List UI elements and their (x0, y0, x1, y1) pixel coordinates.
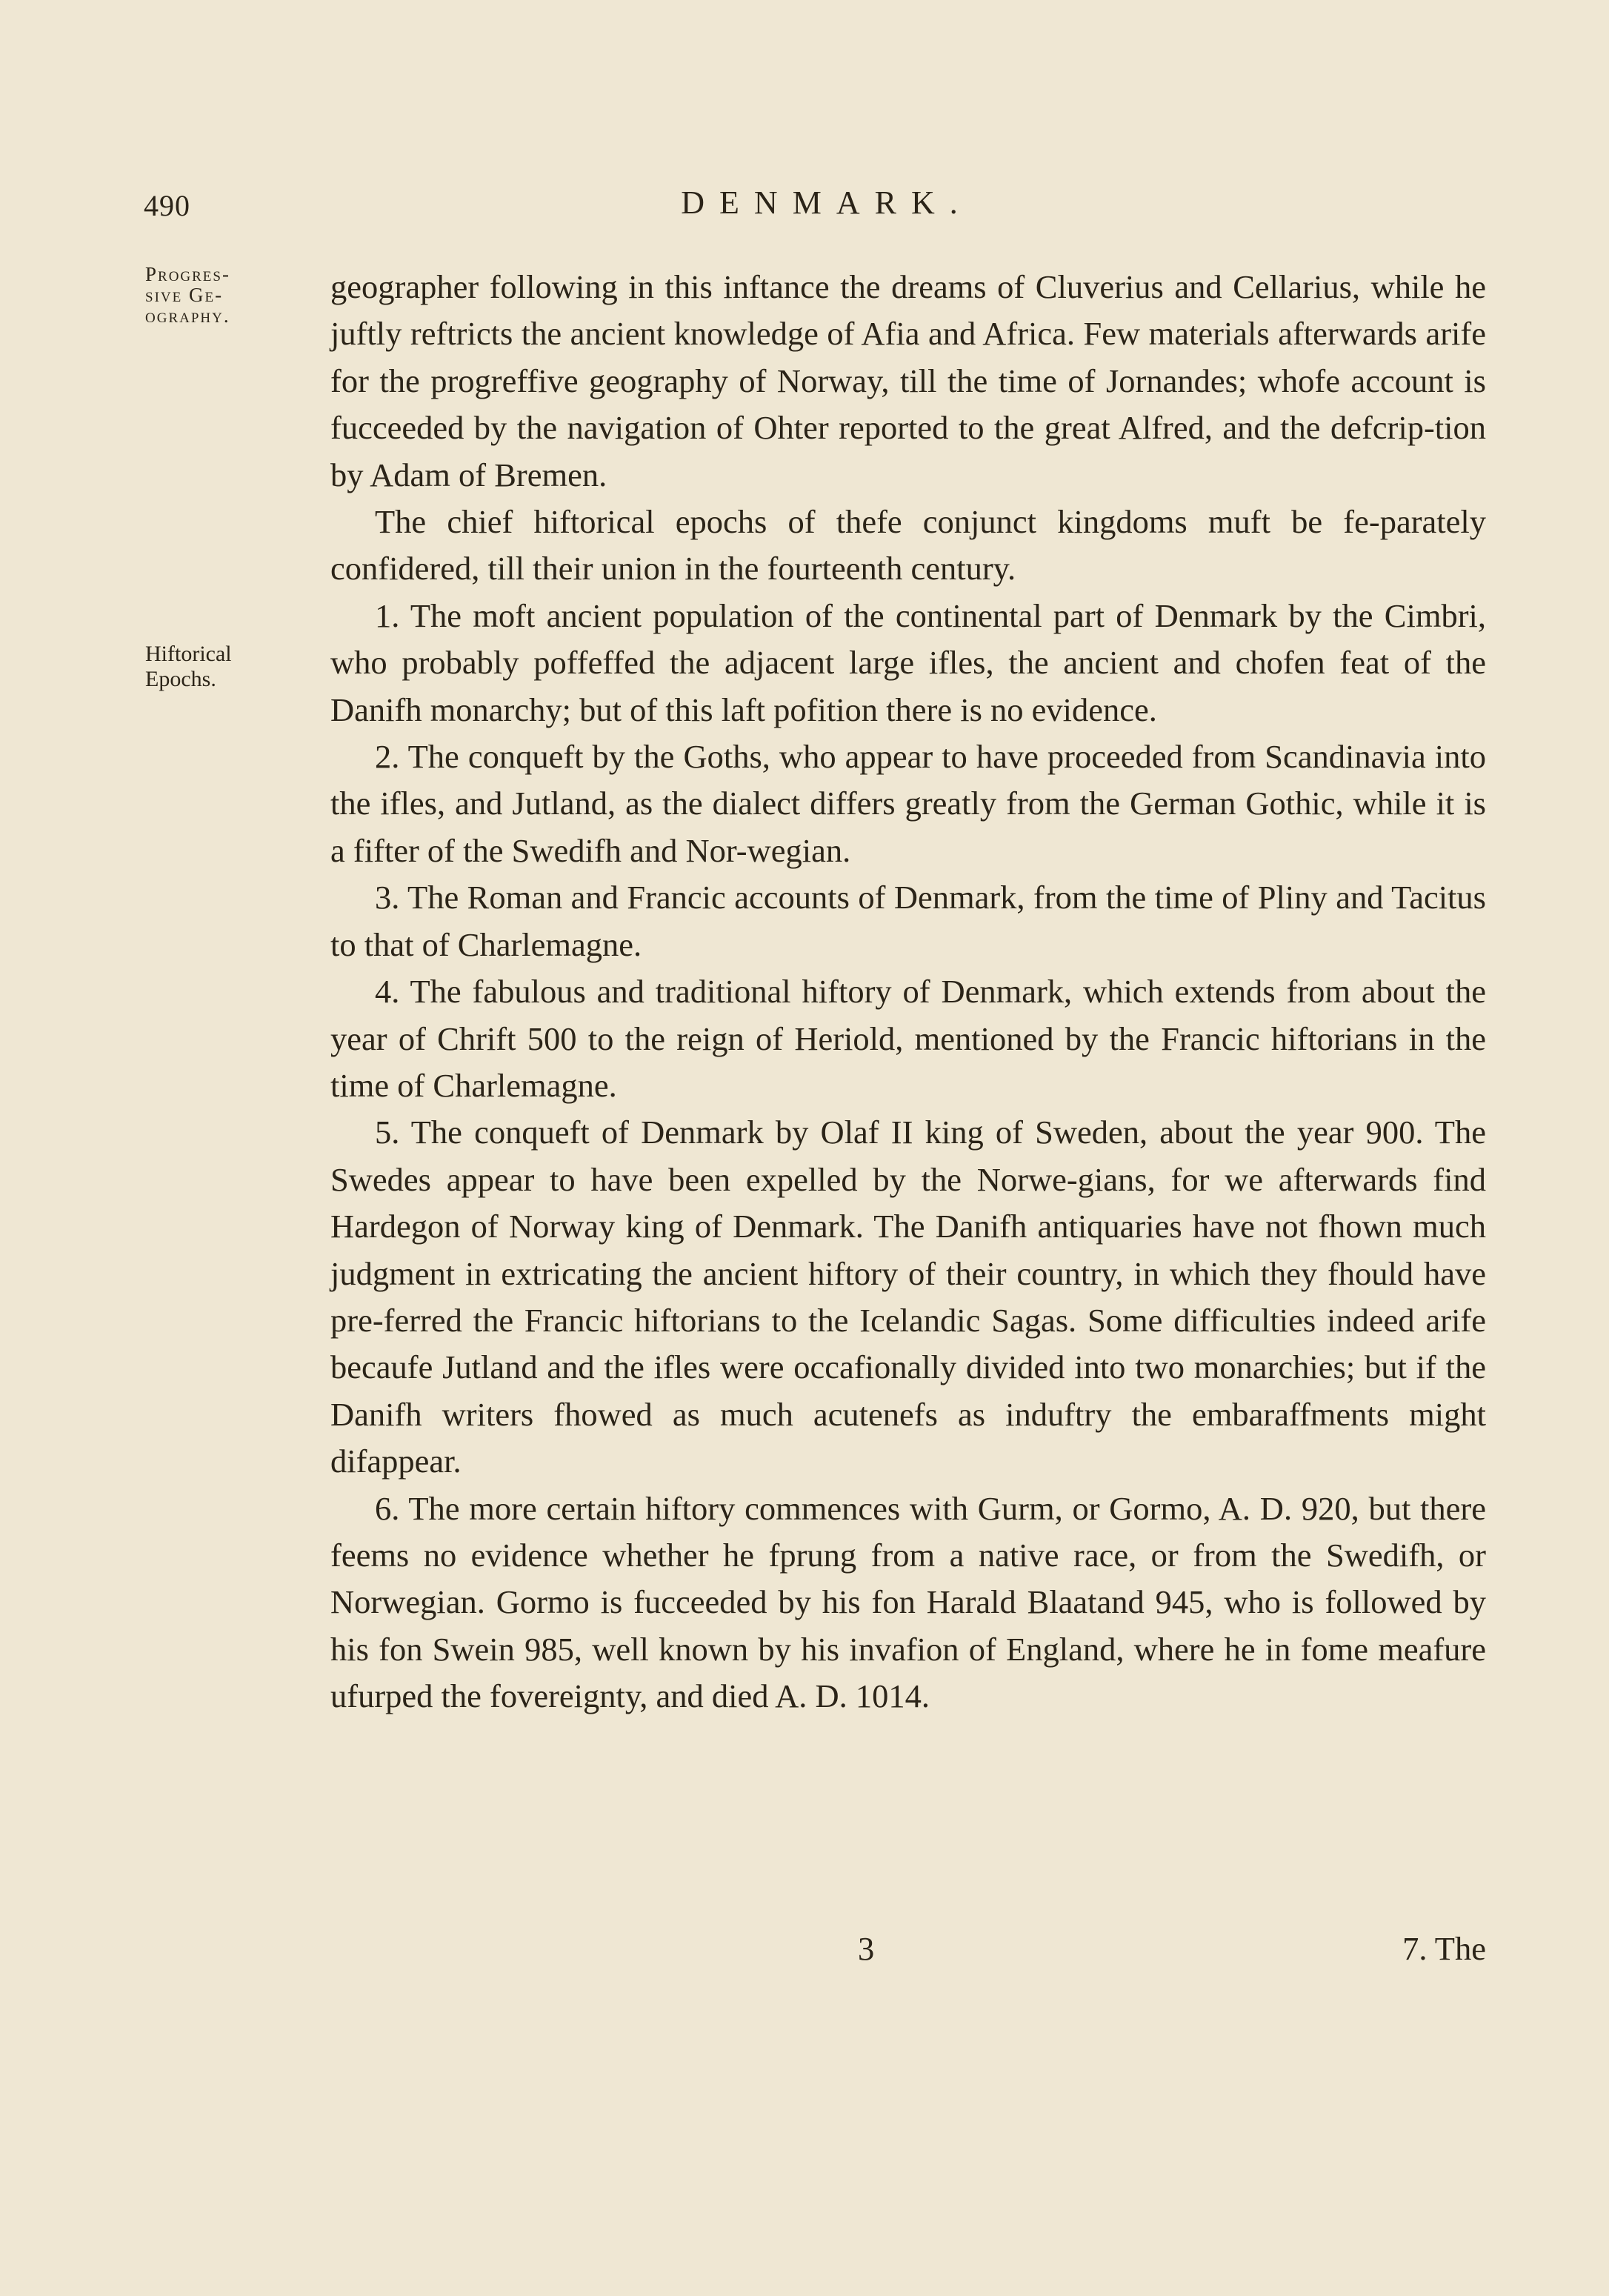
paragraph: 2. The conqueft by the Goths, who appear to have proceeded from Scandinavia into the ifles, and Jutland, as the dialect differs greatly from the German Gothic, while it is a fifter of the Swedifh and Nor-wegian. (330, 738, 1486, 869)
paragraph: 5. The conqueft of Denmark by Olaf II king of Sweden, about the year 900. The Swedes appear to have been expelled by the Norwe-gians, for we afterwards find Hardegon of Norway king of Denmark. The Danifh antiquaries have not fhown much judgment in extricating the ancient hiftory of their country, in which they fhould have pre-ferred the Francic hiftorians to the Icelandic Sagas. Some difficulties indeed arife becaufe Jutland and the ifles were occafionally divided into two monarchies; but if the Danifh writers fhowed as much acutenefs as induftry the embaraffments might difappear. (330, 1114, 1486, 1480)
body-text (330, 264, 1486, 1720)
margin-note-historical-epochs: Hiftorical Epochs. (145, 642, 232, 691)
paragraph: 4. The fabulous and traditional hiftory of Denmark, which extends from about the year of Chrift 500 to the reign of Heriold, mentioned by the Francic hiftorians in the time of Charlemagne. (330, 973, 1486, 1104)
page-number: 490 (144, 189, 190, 222)
running-title: DENMARK. (681, 184, 973, 221)
catchline (330, 1929, 1486, 1977)
paragraph: 3. The Roman and Francic accounts of Denmark, from the time of Pliny and Tacitus to that of Charlemagne. (330, 879, 1486, 963)
paragraph: 6. The more certain hiftory commences with Gurm, or Gormo, A. D. 920, but there feems no evidence whether he fprung from a native race, or from the Swedifh, or Norwegian. Gormo is fucceeded by his fon Harald Blaatand 945, who is followed by his fon Swein 985, well known by his invafion of England, where he in fome meafure ufurped the fovereignty, and died A. D. 1014. (330, 1489, 1486, 1715)
paragraph: The chief hiftorical epochs of thefe conjunct kingdoms muft be fe-parately confidered, till their union in the fourteenth century. (330, 503, 1486, 588)
margin-note-progressive-geography: Progres- sive Ge- ography. (145, 263, 230, 327)
paragraph: geographer following in this inftance the dreams of Cluverius and Cellarius, while he juftly reftricts the ancient knowledge of Afia and Africa. Few materials afterwards arife for the progreffive geography of Norway, till the time of Jornandes; whofe account is fucceeded by the navigation of Ohter reported to the great Alfred, and the defcrip-tion by Adam of Bremen. (330, 268, 1486, 493)
signature-mark: 3 (858, 1930, 875, 1967)
paragraph: 1. The moft ancient population of the continental part of Denmark by the Cimbri, who probably poffeffed the adjacent large ifles, the ancient and chofen feat of the Danifh monarchy; but of this laft pofition there is no evidence. (330, 596, 1486, 728)
catchword: 7. The (1402, 1930, 1486, 1967)
